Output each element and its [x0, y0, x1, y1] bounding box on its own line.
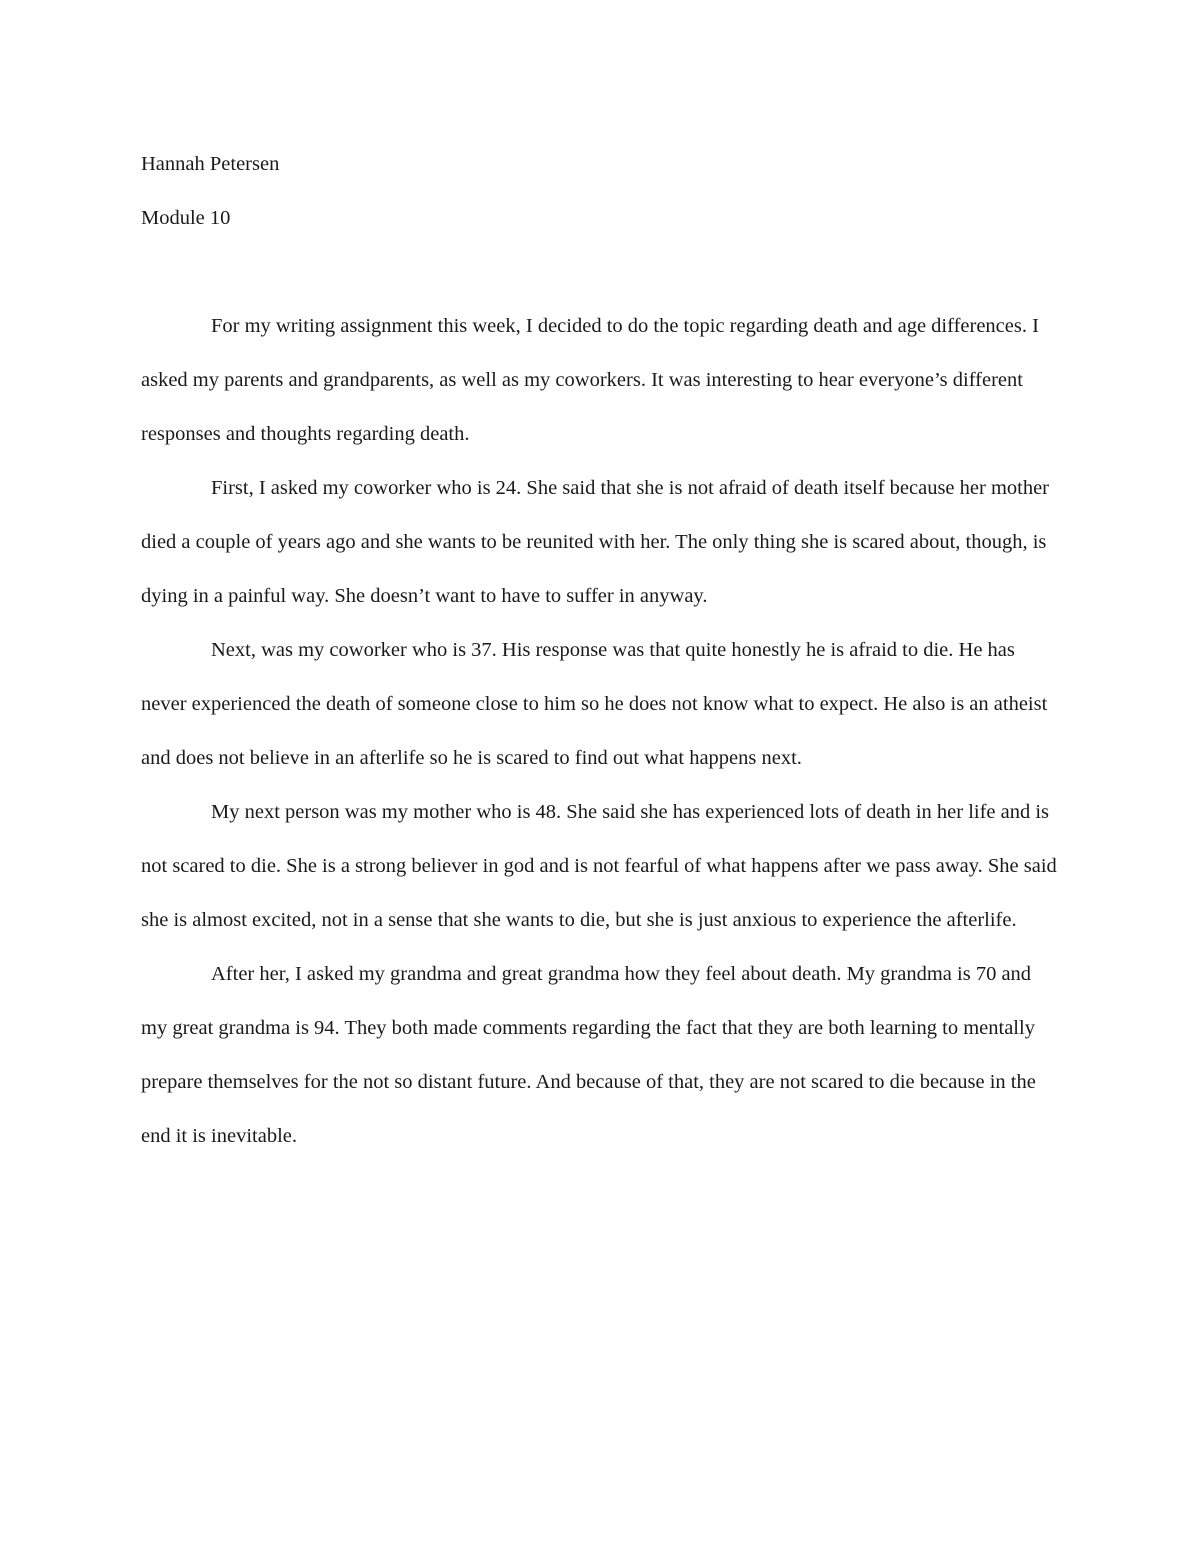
- document-body: [141, 137, 1061, 1163]
- paragraph-coworker-37: Next, was my coworker who is 37. His response was that quite honestly he is afraid to die. He has never experienced the death of someone close to him so he does not know what to expect. He also is an atheist and does not believe in an afterlife so he is scared to find out what happens next.: [141, 639, 1048, 769]
- paragraph-grandparents: After her, I asked my grandma and great grandma how they feel about death. My grandma is 70 and my great grandma is 94. They both made comments regarding the fact that they are both learning to mentally prepare themselves for the not so distant future. And because of that, they are not scared to die because in the end it is inevitable.: [141, 963, 1036, 1147]
- module-label: Module 10: [141, 207, 231, 229]
- paragraph-intro: For my writing assignment this week, I decided to do the topic regarding death and age differences. I asked my parents and grandparents, as well as my coworkers. It was interesting to hear everyone’s different responses and thoughts regarding death.: [141, 315, 1039, 445]
- header-spacer: [141, 245, 1061, 299]
- paragraph-mother: My next person was my mother who is 48. She said she has experienced lots of death in her life and is not scared to die. She is a strong believer in god and is not fearful of what happens after we pass away. She said she is almost excited, not in a sense that she wants to die, but she is just anxious to experience the afterlife.: [141, 801, 1057, 931]
- paragraph-coworker-24: First, I asked my coworker who is 24. She said that she is not afraid of death itself because her mother died a couple of years ago and she wants to be reunited with her. The only thing she is scared about, though, is dying in a painful way. She doesn’t want to have to suffer in anyway.: [141, 477, 1050, 607]
- author-name: Hannah Petersen: [141, 153, 280, 175]
